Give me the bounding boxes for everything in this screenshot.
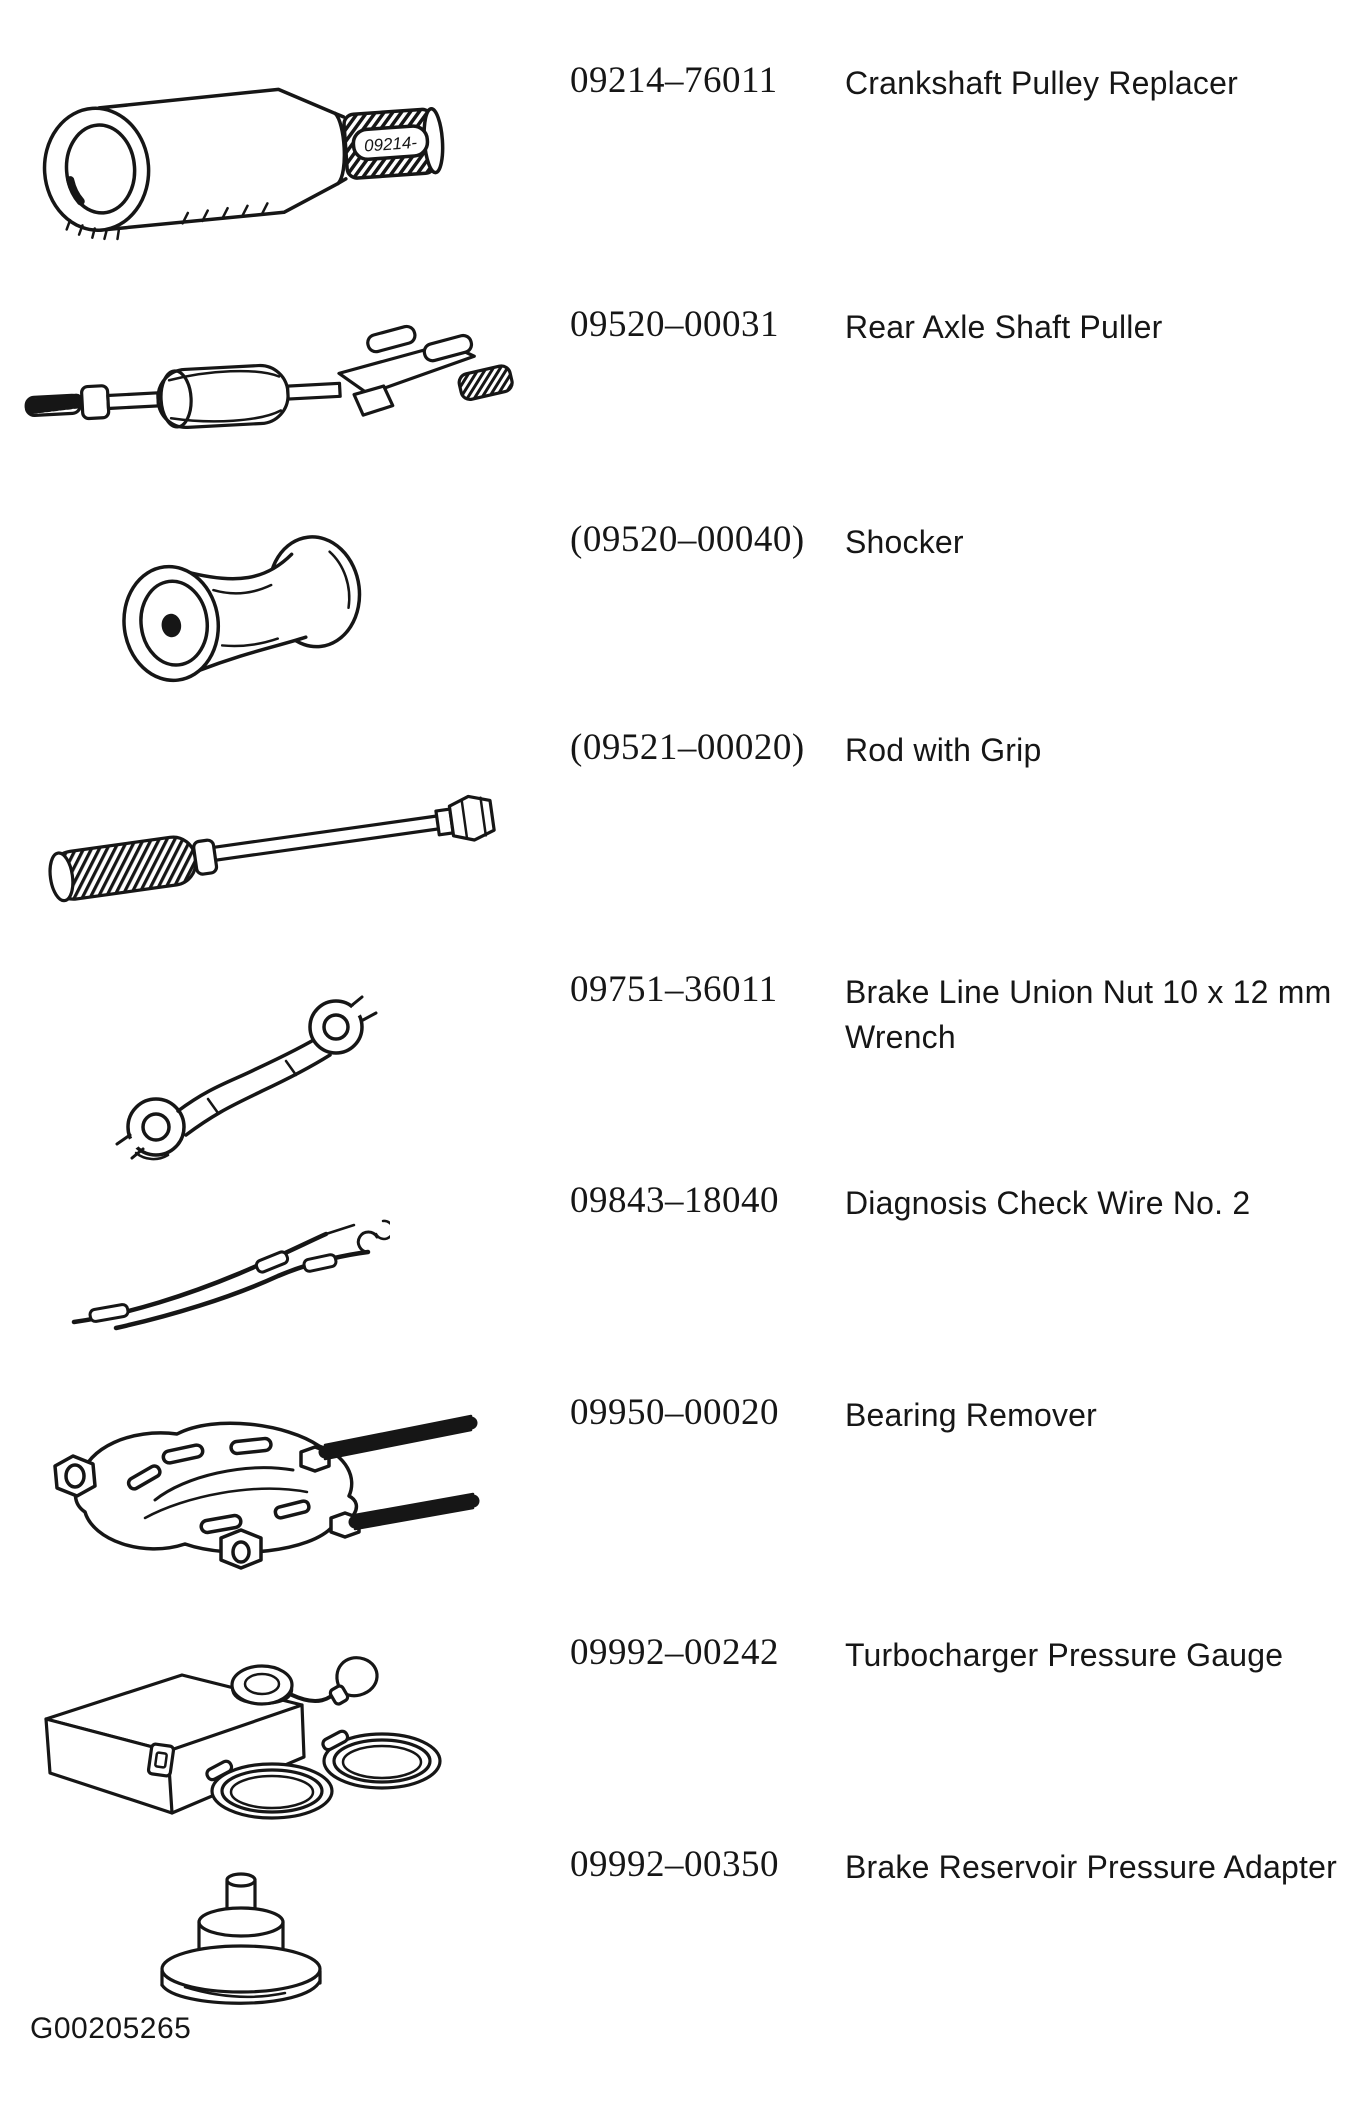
part-number: 09520–00031 [570, 304, 779, 345]
tool-name: Brake Reservoir Pressure Adapter [845, 1849, 1337, 1885]
tool-name: Turbocharger Pressure Gauge [845, 1637, 1284, 1673]
diagnosis-check-wire-illustration [60, 1210, 390, 1335]
union-nut-wrench-illustration [90, 975, 385, 1165]
part-number: 09751–36011 [570, 969, 778, 1010]
rod-with-grip-illustration [30, 735, 515, 910]
part-number: 09992–00242 [570, 1632, 779, 1673]
part-number: 09950–00020 [570, 1392, 779, 1433]
part-number: 09843–18040 [570, 1180, 779, 1221]
part-number: (09520–00040) [570, 519, 805, 560]
brake-reservoir-pressure-adapter-illustration [155, 1865, 330, 2020]
bearing-remover-illustration [35, 1400, 480, 1585]
tool-name: Rod with Grip [845, 732, 1042, 768]
tool-name: Rear Axle Shaft Puller [845, 309, 1163, 345]
tool-name: Shocker [845, 524, 964, 560]
part-number: (09521–00020) [570, 727, 805, 768]
rear-axle-shaft-puller-illustration [18, 315, 523, 475]
shocker-illustration [90, 525, 395, 695]
crankshaft-pulley-replacer-illustration [28, 68, 458, 243]
tool-name: Crankshaft Pulley Replacer [845, 65, 1238, 101]
part-number: 09214–76011 [570, 60, 778, 101]
tool-name: Diagnosis Check Wire No. 2 [845, 1185, 1251, 1221]
tool-engraving-label: 09214- [363, 132, 418, 156]
figure-code: G00205265 [30, 2012, 192, 2045]
tool-name: Bearing Remover [845, 1397, 1097, 1433]
tool-name: Brake Line Union Nut 10 x 12 mm Wrench [845, 974, 1332, 1056]
turbocharger-pressure-gauge-illustration [30, 1645, 455, 1840]
part-number: 09992–00350 [570, 1844, 779, 1885]
